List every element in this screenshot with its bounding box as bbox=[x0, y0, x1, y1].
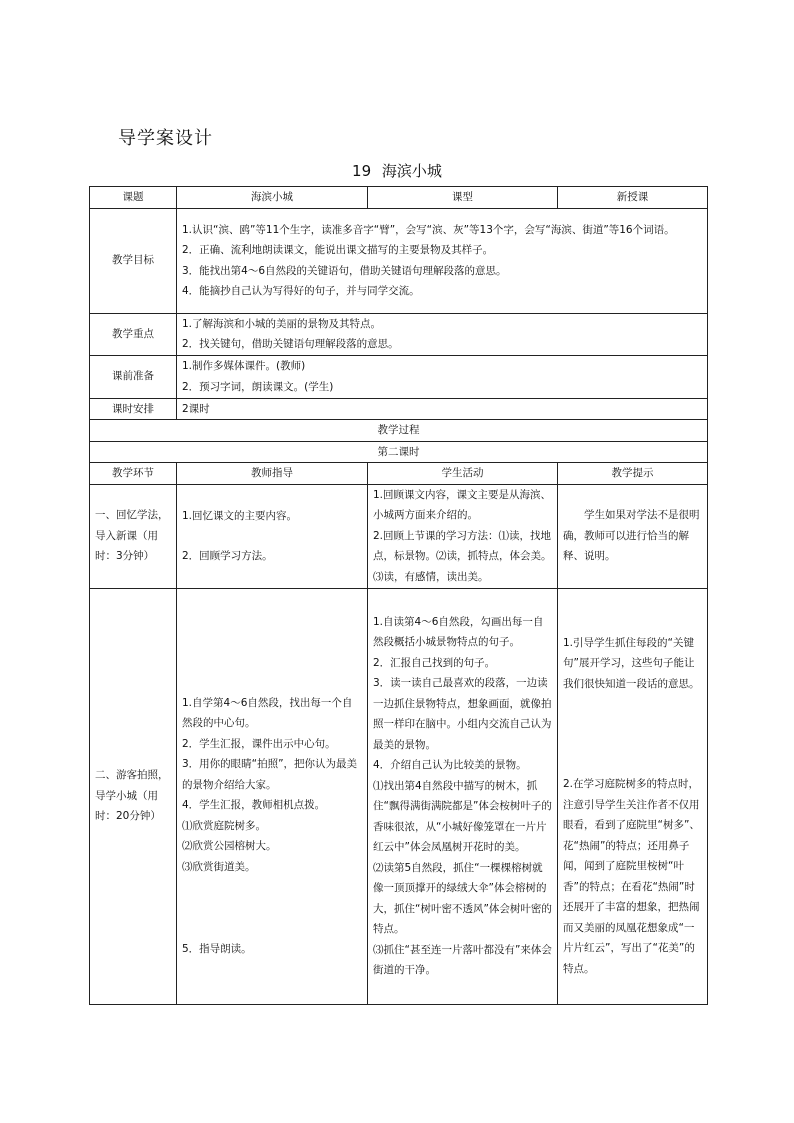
goals-row bbox=[90, 208, 708, 313]
hint-text: 学生如果对学法不是很明确，教师可以进行恰当的解释、说明。 bbox=[563, 509, 700, 563]
preparation-item: 2．预习字词，朗读课文。(学生) bbox=[182, 380, 334, 393]
column-header-row bbox=[90, 463, 708, 485]
goals-label: 教学目标 bbox=[90, 208, 177, 313]
column-header: 学生活动 bbox=[368, 463, 558, 485]
type-value: 新授课 bbox=[558, 187, 708, 209]
student-step: 2.回顾上节课的学习方法：⑴读，找地点，标景物。⑵读，抓特点，体会美。⑶读，有感情，读出美。 bbox=[373, 529, 552, 583]
key-points-label: 教学重点 bbox=[90, 313, 177, 355]
stage1-row bbox=[90, 484, 708, 588]
preparation-row bbox=[90, 355, 708, 398]
lesson-name: 海滨小城 bbox=[381, 162, 442, 180]
teacher-step: 4．学生汇报，教师相机点拨。 bbox=[182, 799, 326, 811]
student-step: 3．读一读自己最喜欢的段落，一边读一边抓住景物特点，想象画面，就像拍照一样印在脑中。小组内交流自己认为最美的景物。 bbox=[373, 677, 552, 751]
preparation-label: 课前准备 bbox=[90, 355, 177, 398]
session-title-row bbox=[90, 441, 708, 463]
goal-item: 1.认识“滨、鸥”等11个生字，读准多音字“臂”，会写“滨、灰”等13个字，会写“海滨、街道”等16个词语。 bbox=[182, 223, 675, 236]
stage1-name: 一、回忆学法，导入新课（用时：3分钟） bbox=[90, 484, 177, 588]
stage2-row bbox=[90, 588, 708, 1004]
schedule-row bbox=[90, 398, 708, 420]
goal-item: 3．能找出第4～6自然段的关键语句，借助关键语句理解段落的意思。 bbox=[182, 264, 507, 277]
student-step: 4．介绍自己认为比较美的景物。 bbox=[373, 759, 527, 771]
stage1-teacher bbox=[177, 484, 368, 588]
student-step: ⑴找出第4自然段中描写的树木，抓住“飘得满街满院都是”体会桉树叶子的香味很浓，从“小城好像笼罩在一片片红云中”体会凤凰树开花时的美。 bbox=[373, 779, 552, 853]
student-step: 1.回顾课文内容，课文主要是从海滨、小城两方面来介绍的。 bbox=[373, 488, 552, 522]
header-row bbox=[90, 187, 708, 209]
preparation-item: 1.制作多媒体课件。(教师) bbox=[182, 360, 306, 372]
teacher-step: 1.自学第4～6自然段，找出每一个自然段的中心句。 bbox=[182, 696, 353, 729]
teacher-step: 2．回顾学习方法。 bbox=[182, 550, 273, 562]
stage2-name: 二、游客拍照，导学小城（用时：20分钟） bbox=[90, 588, 177, 1004]
column-header: 教学环节 bbox=[90, 463, 177, 485]
student-step: ⑵读第5自然段，抓住“一棵棵榕树就像一顶顶撑开的绿绒大伞”体会榕树的大，抓住“树叶密不透风”体会树叶密的特点。 bbox=[373, 861, 552, 935]
goals-content bbox=[177, 208, 708, 313]
type-label: 课型 bbox=[368, 187, 558, 209]
stage1-hint bbox=[558, 484, 708, 588]
topic-value: 海滨小城 bbox=[177, 187, 368, 209]
stage2-hints bbox=[558, 588, 708, 1004]
key-points-content bbox=[177, 313, 708, 355]
column-header: 教学提示 bbox=[558, 463, 708, 485]
teacher-step: 5．指导朗读。 bbox=[182, 943, 252, 955]
teacher-step: ⑴欣赏庭院树多。 bbox=[182, 819, 266, 832]
topic-label: 课题 bbox=[90, 187, 177, 209]
key-points-row bbox=[90, 313, 708, 355]
teacher-step: ⑵欣赏公园榕树大。 bbox=[182, 840, 277, 852]
key-point-item: 1.了解海滨和小城的美丽的景物及其特点。 bbox=[182, 317, 382, 330]
hint-text: 2.在学习庭院树多的特点时，注意引导学生关注作者不仅用眼看，看到了庭院里“树多”、花“热闹”的特点；还用鼻子闻，闻到了庭院里桉树“叶香”的特点；在看花“热闹”时还展开了丰富的想象，把热闹而又美丽的凤凰花想象成“一片片红云”，写出了“花美”的特点。 bbox=[563, 778, 700, 975]
process-title: 教学过程 bbox=[90, 420, 708, 442]
column-header: 教师指导 bbox=[177, 463, 368, 485]
lesson-number: 19 bbox=[352, 162, 372, 180]
process-title-row bbox=[90, 420, 708, 442]
goal-item: 2．正确、流利地朗读课文，能说出课文描写的主要景物及其样子。 bbox=[182, 244, 494, 256]
stage1-student bbox=[368, 484, 558, 588]
student-step: 2．汇报自己找到的句子。 bbox=[373, 656, 496, 669]
student-step: 1.自读第4～6自然段，勾画出每一自然段概括小城景物特点的句子。 bbox=[373, 615, 544, 648]
teacher-step: 1.回忆课文的主要内容。 bbox=[182, 509, 298, 522]
student-step: ⑶抓住“甚至连一片落叶都没有”来体会街道的干净。 bbox=[373, 943, 552, 976]
teacher-step: 3．用你的眼睛“拍照”，把你认为最美的景物介绍给大家。 bbox=[182, 758, 358, 791]
schedule-value: 2课时 bbox=[177, 398, 708, 420]
lesson-title bbox=[0, 160, 794, 181]
preparation-content bbox=[177, 355, 708, 398]
teacher-step: ⑶欣赏街道美。 bbox=[182, 860, 256, 873]
key-point-item: 2．找关键句，借助关键语句理解段落的意思。 bbox=[182, 338, 399, 350]
schedule-label: 课时安排 bbox=[90, 398, 177, 420]
document-title: 导学案设计 bbox=[118, 128, 213, 149]
lesson-plan-table bbox=[89, 186, 708, 1005]
stage2-student bbox=[368, 588, 558, 1004]
session-title: 第二课时 bbox=[90, 441, 708, 463]
teacher-step: 2．学生汇报，课件出示中心句。 bbox=[182, 737, 336, 750]
goal-item: 4．能摘抄自己认为写得好的句子，并与同学交流。 bbox=[182, 285, 420, 297]
hint-text: 1.引导学生抓住每段的“关键句”展开学习，这些句子能让我们很快知道一段话的意思。 bbox=[563, 636, 700, 690]
stage2-teacher bbox=[177, 588, 368, 1004]
